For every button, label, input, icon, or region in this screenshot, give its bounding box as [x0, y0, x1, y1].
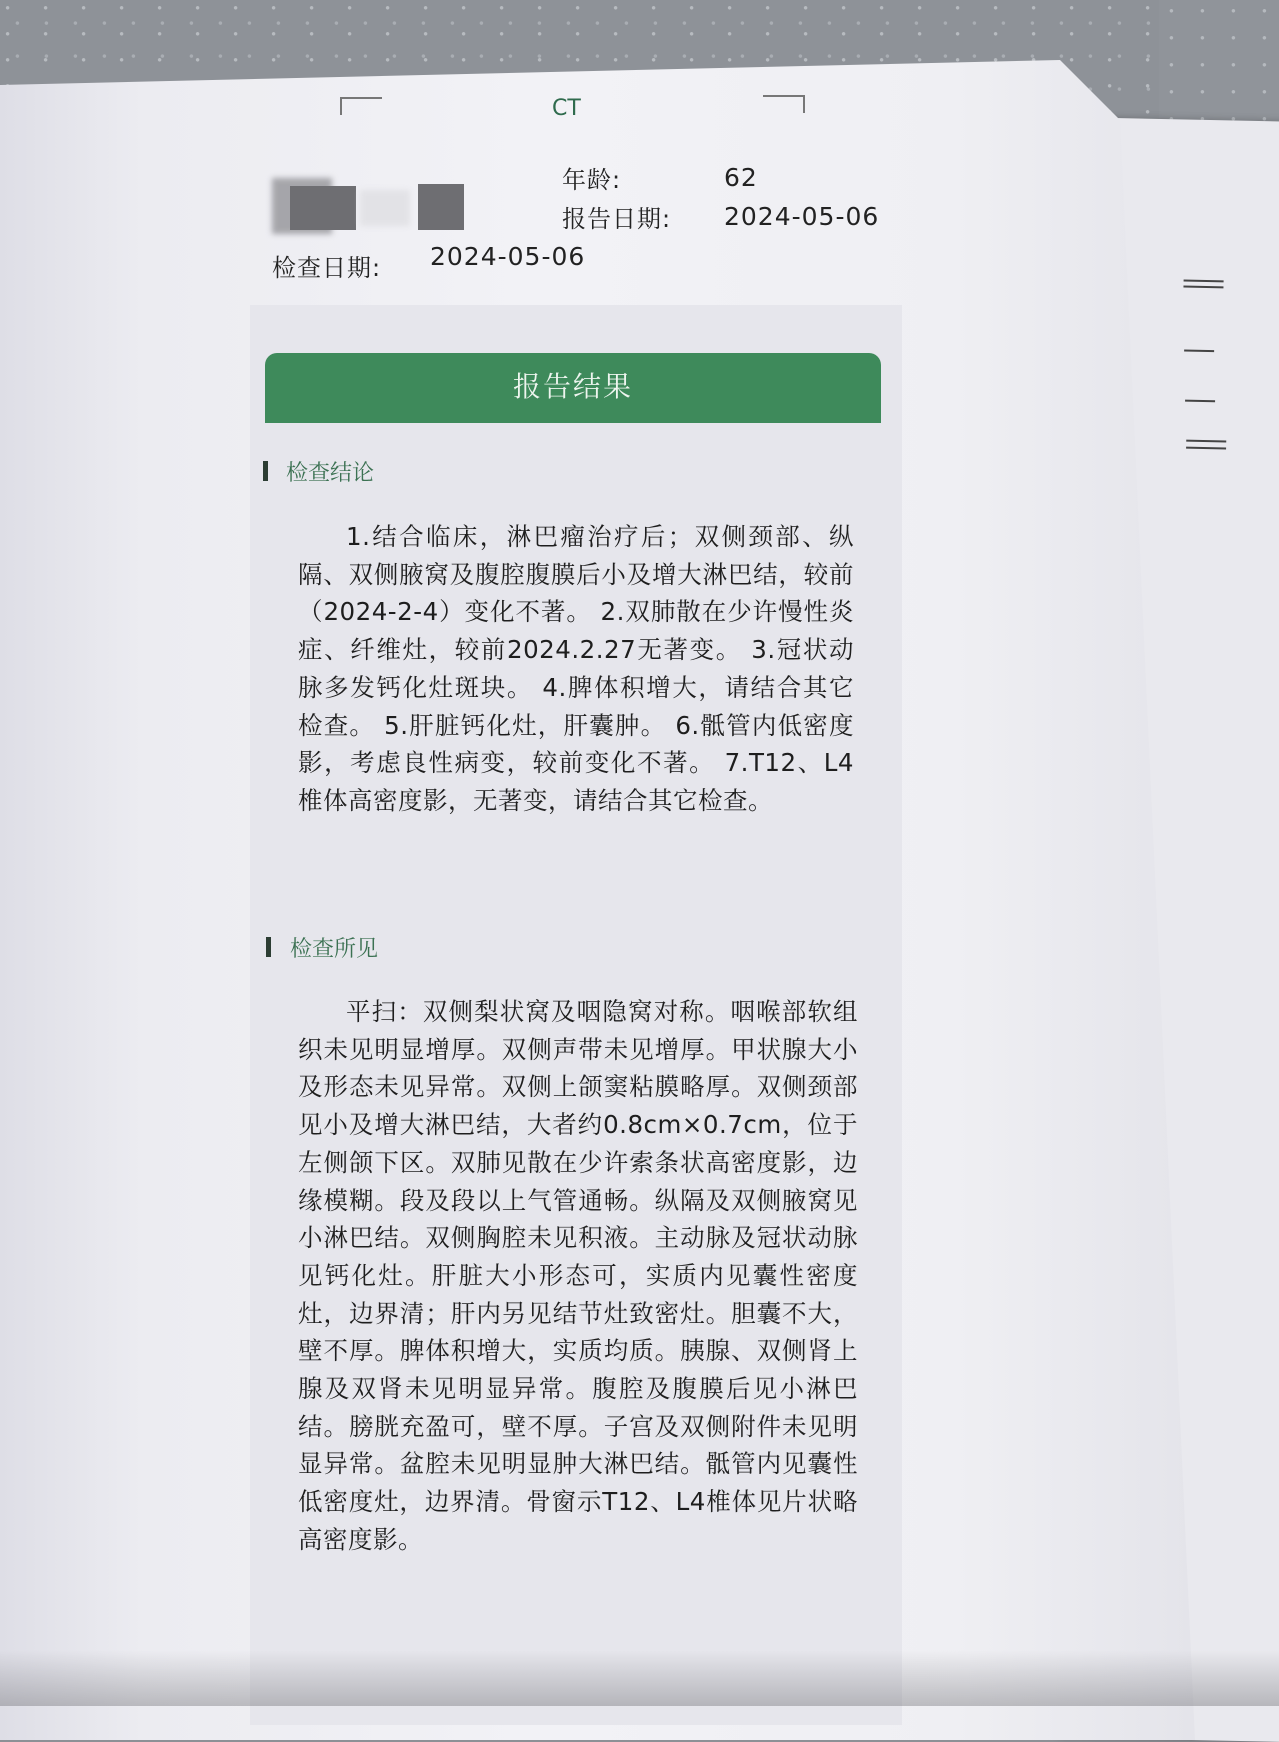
- exam-date-value: 2024-05-06: [430, 242, 586, 271]
- redacted-name-block-2: [418, 184, 464, 230]
- findings-heading-marker: [266, 937, 271, 957]
- header-corner-left: [340, 97, 382, 115]
- blurred-name-gap: [360, 190, 410, 226]
- header-corner-right: [763, 95, 805, 113]
- report-date-label: 报告日期:: [562, 205, 672, 233]
- conclusion-text: 1.结合临床，淋巴瘤治疗后；双侧颈部、纵隔、双侧腋窝及腹腔腹膜后小及增大淋巴结，较前（2024-2-4）变化不著。 2.双肺散在少许慢性炎症、纤维灶，较前2024.2.27无著变。 3.冠状动脉多发钙化灶斑块。 4.脾体积增大，请结合其它检查。 5.肝脏钙化灶，肝囊肿。 6.骶管内低密度影，考虑良性病变，较前变化不著。 7.T12、L4椎体高密度影，无著变，请结合其它检查。: [298, 522, 854, 815]
- report-results-banner: 报告结果: [265, 353, 881, 423]
- redacted-name-block: [290, 186, 356, 230]
- age-value: 62: [724, 163, 758, 192]
- conclusion-heading-marker: [263, 461, 268, 481]
- report-date-value: 2024-05-06: [724, 202, 880, 231]
- conclusion-heading: 检查结论: [286, 461, 375, 486]
- findings-text: 平扫：双侧梨状窝及咽隐窝对称。咽喉部软组织未见明显增厚。双侧声带未见增厚。甲状腺大小及形态未见异常。双侧上颌窦粘膜略厚。双侧颈部见小及增大淋巴结，大者约0.8cm×0.7cm，位于左侧颌下区。双肺见散在少许索条状高密度影，边缘模糊。段及段以上气管通畅。纵隔及双侧腋窝见小淋巴结。双侧胸腔未见积液。主动脉及冠状动脉见钙化灶。肝脏大小形态可，实质内见囊性密度灶，边界清；肝内另见结节灶致密灶。胆囊不大，壁不厚。脾体积增大，实质均质。胰腺、双侧肾上腺及双肾未见明显异常。腹腔及腹膜后见小淋巴结。膀胱充盈可，壁不厚。子宫及双侧附件未见明显异常。盆腔未见明显肿大淋巴结。骶管内见囊性低密度灶，边界清。骨窗示T12、L4椎体见片状略高密度影。: [298, 997, 858, 1554]
- bottom-shadow: [0, 1650, 1279, 1706]
- exam-date-label: 检查日期:: [272, 254, 382, 282]
- findings-heading: 检查所见: [290, 937, 379, 962]
- modality-title: CT: [552, 96, 581, 121]
- age-label: 年龄:: [562, 166, 622, 194]
